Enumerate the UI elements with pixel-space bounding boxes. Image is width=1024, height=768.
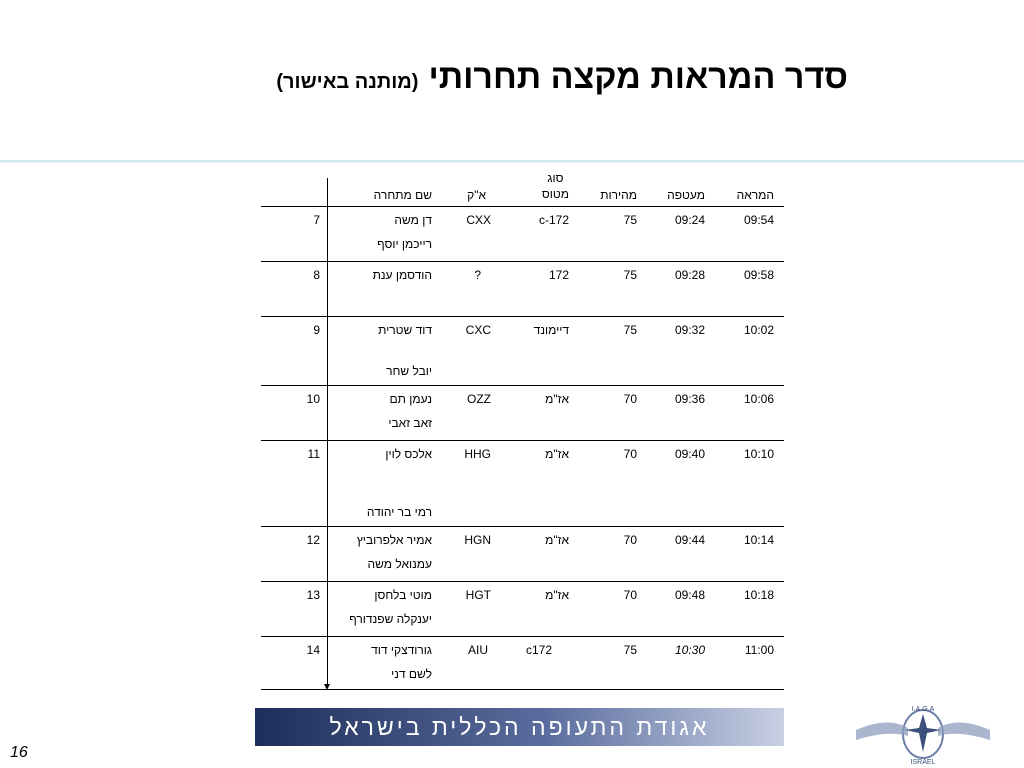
header-aircraft-type bbox=[542, 170, 569, 202]
cell-navigator-name: רמי בר יהודה bbox=[366, 505, 432, 519]
cell-aircraft-type: אז"מ bbox=[545, 447, 569, 461]
cell-order-number: 12 bbox=[306, 533, 320, 547]
cell-aircraft-type: 172 bbox=[548, 268, 569, 282]
header-aircraft-type-line1: סוג bbox=[547, 171, 564, 185]
cell-departure: 09:28 bbox=[674, 268, 705, 282]
cell-navigator-name: עמנואל משה bbox=[367, 557, 432, 571]
header-aircraft-type-line2: מטוס bbox=[541, 187, 569, 201]
slide-title-subtitle: (מותנה באישור) bbox=[276, 71, 419, 93]
cell-aircraft-type: אז"מ bbox=[545, 392, 569, 406]
cell-callsign: OZZ bbox=[467, 392, 491, 406]
cell-speed: 75 bbox=[623, 643, 637, 657]
cell-arrival: 09:58 bbox=[743, 268, 774, 282]
order-column-divider bbox=[327, 178, 328, 686]
cell-order-number: 10 bbox=[306, 392, 320, 406]
cell-speed: 70 bbox=[623, 533, 637, 547]
cell-navigator-name: זאב זאבי bbox=[388, 416, 432, 430]
table-header bbox=[261, 168, 784, 206]
cell-order-number: 9 bbox=[313, 323, 320, 337]
cell-arrival: 10:06 bbox=[743, 392, 774, 406]
cell-navigator-name: יובל שחר bbox=[386, 364, 432, 378]
association-banner: אגודת התעופה הכללית בישראל bbox=[255, 708, 784, 746]
cell-callsign: CXC bbox=[465, 323, 491, 337]
cell-arrival: 10:14 bbox=[743, 533, 774, 547]
cell-competitor-name: אלכס לוין bbox=[385, 447, 432, 461]
cell-arrival: 10:02 bbox=[743, 323, 774, 337]
table-row bbox=[261, 385, 784, 440]
cell-arrival: 11:00 bbox=[744, 643, 774, 657]
table-row bbox=[261, 206, 784, 261]
cell-competitor-name: אמיר אלפרוביץ bbox=[356, 533, 432, 547]
cell-departure: 09:36 bbox=[674, 392, 705, 406]
cell-competitor-name: הודסמן ענת bbox=[372, 268, 432, 282]
header-arrival: המראה bbox=[736, 188, 774, 202]
cell-departure: 09:32 bbox=[674, 323, 705, 337]
header-competitor-name: שם מתחרה bbox=[373, 188, 432, 202]
table-row bbox=[261, 440, 784, 526]
cell-order-number: 14 bbox=[306, 643, 320, 657]
cell-aircraft-type: אז"מ bbox=[545, 588, 569, 602]
cell-callsign: HHG bbox=[464, 447, 491, 461]
cell-callsign: HGN bbox=[464, 533, 491, 547]
cell-departure: 09:44 bbox=[674, 533, 705, 547]
cell-arrival: 10:18 bbox=[743, 588, 774, 602]
cell-order-number: 11 bbox=[307, 447, 320, 461]
table-row bbox=[261, 316, 784, 385]
table-row bbox=[261, 581, 784, 636]
header-departure: מעטפה bbox=[667, 188, 705, 202]
header-speed: מהירות bbox=[600, 188, 637, 202]
cell-speed: 70 bbox=[623, 588, 637, 602]
logo-top-text: I.A.G.A bbox=[911, 706, 935, 713]
cell-navigator-name: יענקלה שפנדורף bbox=[349, 612, 432, 626]
cell-arrival: 10:10 bbox=[743, 447, 774, 461]
cell-aircraft-type: c172 bbox=[525, 643, 552, 657]
cell-competitor-name: נעמן תם bbox=[389, 392, 432, 406]
cell-departure: 09:48 bbox=[674, 588, 705, 602]
cell-departure: 09:40 bbox=[674, 447, 705, 461]
cell-departure: 10:30 bbox=[674, 643, 705, 657]
page-number: 16 bbox=[10, 744, 28, 761]
cell-speed: 75 bbox=[623, 323, 637, 337]
cell-speed: 75 bbox=[623, 213, 637, 227]
cell-callsign: AIU bbox=[467, 643, 488, 657]
cell-aircraft-type: c-172 bbox=[538, 213, 569, 227]
slide-title bbox=[0, 58, 848, 97]
cell-speed: 70 bbox=[623, 392, 637, 406]
logo-bottom-text: ISRAEL bbox=[910, 759, 936, 766]
cell-order-number: 13 bbox=[306, 588, 320, 602]
iaga-wings-logo bbox=[848, 696, 998, 766]
cell-aircraft-type: אז"מ bbox=[545, 533, 569, 547]
schedule-table bbox=[261, 168, 784, 690]
cell-departure: 09:24 bbox=[674, 213, 705, 227]
order-column-arrow bbox=[324, 684, 330, 690]
cell-competitor-name: גורודצקי דוד bbox=[371, 643, 432, 657]
cell-order-number: 7 bbox=[313, 213, 320, 227]
cell-aircraft-type: דיימונד bbox=[533, 323, 569, 337]
cell-arrival: 09:54 bbox=[743, 213, 774, 227]
cell-competitor-name: מוטי בלחסן bbox=[374, 588, 432, 602]
cell-speed: 70 bbox=[623, 447, 637, 461]
slide-title-main: סדר המראות מקצה תחרותי bbox=[428, 58, 848, 96]
header-callsign: א"ק bbox=[467, 188, 486, 202]
cell-navigator-name: לשם דני bbox=[391, 667, 432, 681]
table-row bbox=[261, 526, 784, 581]
cell-callsign: HGT bbox=[465, 588, 491, 602]
table-row bbox=[261, 261, 784, 316]
cell-speed: 75 bbox=[623, 268, 637, 282]
cell-order-number: 8 bbox=[313, 268, 320, 282]
cell-competitor-name: דן משה bbox=[394, 213, 432, 227]
cell-callsign: ? bbox=[474, 268, 481, 282]
cell-navigator-name: רייכמן יוסף bbox=[377, 237, 432, 251]
title-divider bbox=[0, 160, 1024, 163]
table-row bbox=[261, 636, 784, 690]
cell-callsign: CXX bbox=[466, 213, 491, 227]
cell-competitor-name: דוד שטרית bbox=[378, 323, 432, 337]
